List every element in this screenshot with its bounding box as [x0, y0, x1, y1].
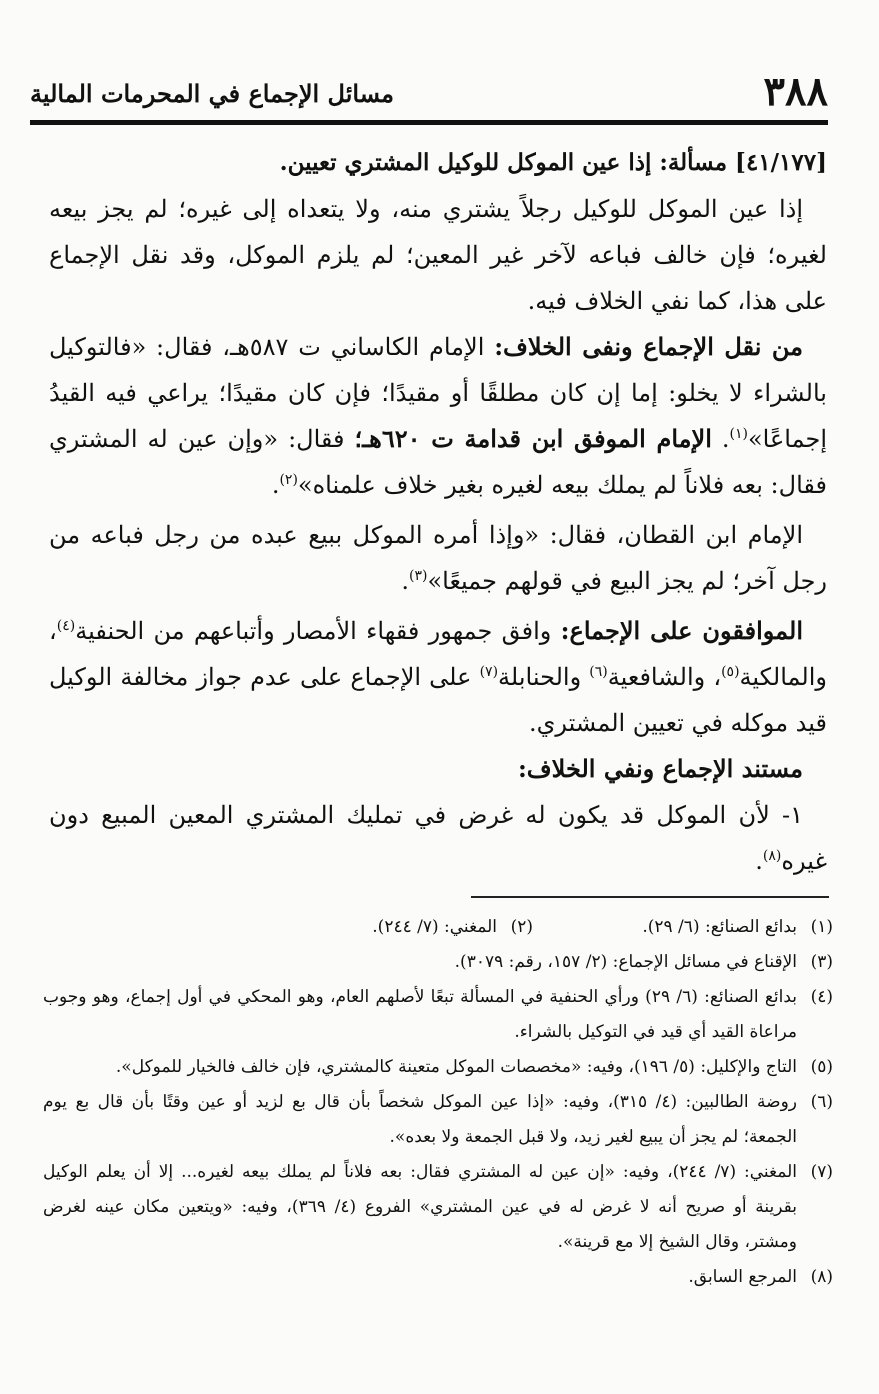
footnote-6: [43, 1085, 833, 1155]
footnote-text: روضة الطالبين: (٤/ ٣١٥)، وفيه: «إذا عين الموكل شخصاً بأن قال بع لزيد أو عين وقتًا بأن قال بع يوم الجمعة؛ لم يجز أن يبيع لغير زيد، ولا قبل الجمعة ولا بعده».: [43, 1092, 798, 1147]
footnote-8: [43, 1260, 833, 1295]
text-segment: .: [755, 847, 763, 875]
footnote-number: (٢): [510, 917, 533, 937]
text-segment: ١- لأن الموكل قد يكون له غرض في تمليك المشتري المعين المبيع دون غيره: [49, 801, 827, 875]
text-segment: .: [271, 471, 280, 499]
text-segment: وافق جمهور فقهاء الأمصار وأتباعهم من الحنفية: [75, 617, 561, 645]
footnote-ref-2[interactable]: (٢): [279, 472, 298, 488]
text-segment: .: [711, 425, 730, 453]
footnotes: [43, 910, 833, 1295]
page-header: [30, 66, 828, 118]
footnote-ref-1[interactable]: (١): [729, 426, 748, 442]
footnote-ref-6[interactable]: (٦): [589, 664, 608, 680]
main-text: [49, 140, 827, 884]
paragraph-basis-1: [49, 792, 827, 884]
running-title: مسائل الإجماع في المحرمات المالية: [30, 79, 394, 108]
footnote-text: المغني: (٧/ ٢٤٤).: [372, 917, 497, 937]
footnote-ref-8[interactable]: (٨): [762, 848, 782, 864]
footnote-text: المغني: (٧/ ٢٤٤)، وفيه: «إن عين له المشتري فقال: بعه فلاناً لم يملك بيعه لغيره... إلا أن يعلم الوكيل بقرينة أو صريح أنه لا غرض له في عين المشتري» الفروع (٤/ ٣٦٩)، وفيه: «ويتعين مكان عينه لغرض ومشتر، وقال الشيخ إلا مع قرينة».: [43, 1162, 797, 1252]
issue-number: [٤١/١٧٧]: [735, 149, 827, 176]
text-segment: ، والمالكية: [49, 617, 827, 691]
paragraph-transmitters: [49, 324, 827, 508]
footnote-2: [233, 910, 533, 945]
footnote-ref-3[interactable]: (٣): [408, 568, 428, 584]
scholar-name: الإمام الموفق ابن قدامة ت ٦٢٠هـ؛: [354, 424, 712, 453]
footnote-number: (١): [810, 917, 833, 937]
section-label-basis: مستند الإجماع ونفي الخلاف:: [517, 754, 803, 783]
footnote-number: (٧): [810, 1162, 833, 1182]
text-segment: فقال: «وإن عين له المشتري فقال: بعه فلاناً لم يملك بيعه لغيره بغير خلاف علمناه»: [49, 425, 827, 499]
paragraph-ibn-qattan: [49, 512, 827, 604]
footnote-ref-4[interactable]: (٤): [56, 618, 76, 634]
footnote-text: الإقناع في مسائل الإجماع: (٢/ ١٥٧، رقم: ٣٠٧٩).: [454, 952, 797, 972]
footnote-3: [43, 945, 833, 980]
text-segment: .: [401, 567, 409, 595]
footnote-row-1-2: [43, 910, 833, 945]
footnote-text: بدائع الصنائع: (٦/ ٢٩) ورأي الحنفية في المسألة تبعًا لأصلهم العام، وهو المحكي في أول إجماع، وهو وجوب مراعاة القيد أي قيد في التوكيل بالشراء.: [43, 987, 798, 1042]
footnote-5: [43, 1050, 833, 1085]
footnote-text: بدائع الصنائع: (٦/ ٢٩).: [642, 917, 797, 937]
paragraph-agreeing: [49, 608, 827, 746]
text-segment: الإمام الكاساني ت ٥٨٧هـ، فقال: «فالتوكيل بالشراء لا يخلو: إما إن كان مطلقًا أو مقيدًا؛ فإن كان مقيدًا؛ يراعي فيه القيدُ إجماعًا»: [49, 333, 827, 453]
footnote-text: المرجع السابق.: [688, 1267, 797, 1287]
footnote-7: [43, 1155, 833, 1260]
footnote-number: (٨): [810, 1267, 833, 1287]
footnote-ref-5[interactable]: (٥): [721, 664, 740, 680]
text-segment: والحنابلة: [498, 663, 590, 691]
issue-title: مسألة: إذا عين الموكل للوكيل المشتري تعيين.: [279, 149, 728, 176]
footnote-4: [43, 980, 833, 1050]
header-rule: [30, 120, 828, 125]
text-segment: الإمام ابن القطان، فقال: «وإذا أمره الموكل ببيع عبده من رجل فباعه من رجل آخر؛ لم يجز البيع في قولهم جميعًا»: [49, 521, 827, 595]
footnote-ref-7[interactable]: (٧): [479, 664, 499, 680]
footnote-1: [533, 910, 833, 945]
page-number: ٣٨٨: [763, 68, 828, 115]
footnote-number: (٦): [810, 1092, 833, 1112]
issue-heading: [49, 140, 827, 186]
paragraph-intro: إذا عين الموكل للوكيل رجلاً يشتري منه، ولا يتعداه إلى غيره؛ لم يجز بيعه لغيره؛ فإن خالف فباعه لآخر غير المعين؛ لم يلزم الموكل، وقد نقل الإجماع على هذا، كما نفي الخلاف فيه.: [49, 195, 827, 315]
footnote-number: (٣): [810, 952, 833, 972]
text-segment: ، والشافعية: [607, 663, 722, 691]
section-label-agreeing: الموافقون على الإجماع:: [560, 616, 803, 645]
section-label-transmitters: من نقل الإجماع ونفى الخلاف:: [494, 332, 804, 361]
footnote-number: (٤): [810, 987, 833, 1007]
footnote-separator: [471, 896, 829, 898]
footnote-number: (٥): [810, 1057, 833, 1077]
footnote-text: التاج والإكليل: (٥/ ١٩٦)، وفيه: «مخصصات الموكل متعينة كالمشتري، فإن خالف فالخيار للموكل».: [115, 1057, 797, 1077]
text-segment: على الإجماع على عدم جواز مخالفة الوكيل قيد موكله في تعيين المشتري.: [49, 663, 827, 737]
